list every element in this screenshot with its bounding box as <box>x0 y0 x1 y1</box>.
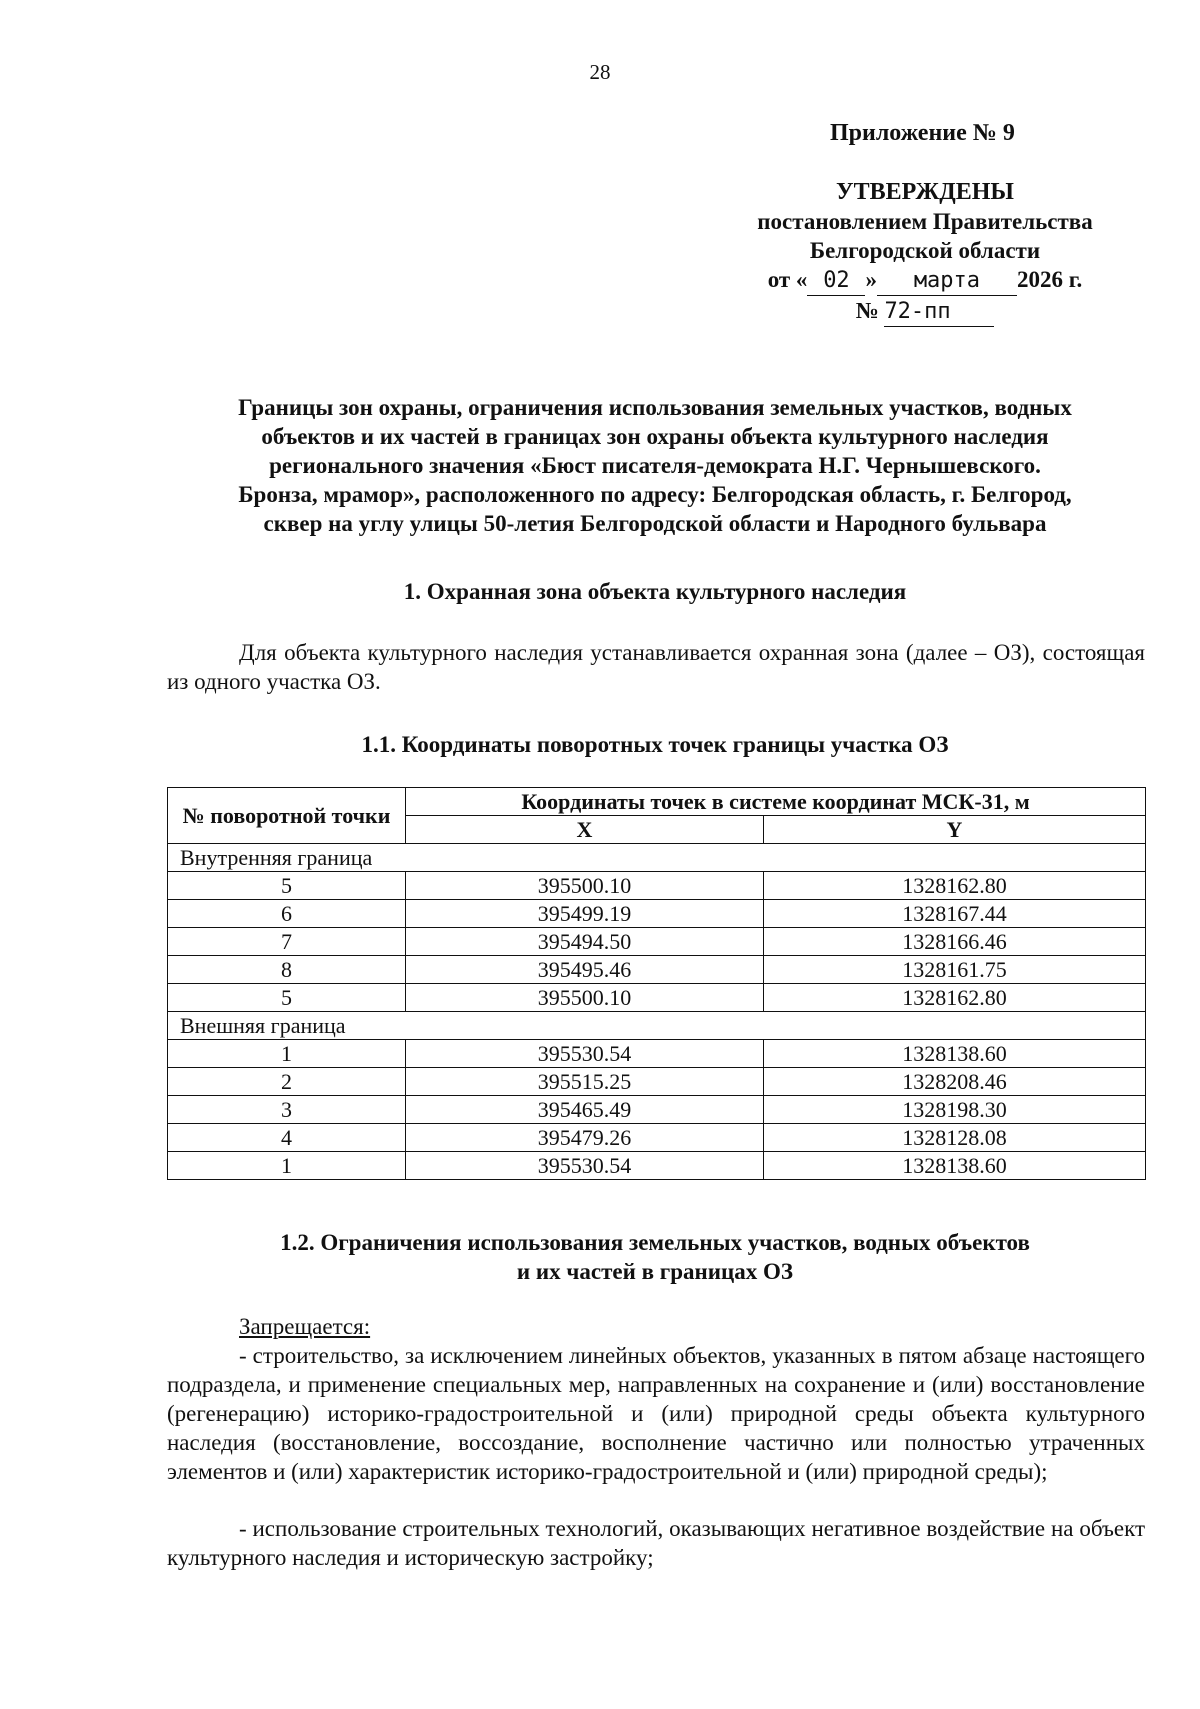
approval-title: УТВЕРЖДЕНЫ <box>836 179 1014 205</box>
approval-line-2: Белгородской области <box>809 238 1041 263</box>
x-cell: 395530.54 <box>406 1152 764 1180</box>
table-row <box>168 1152 1146 1180</box>
header-x: X <box>406 816 764 844</box>
header-coords: Координаты точек в системе координат МСК-31, м <box>406 788 1146 816</box>
point-cell: 6 <box>168 900 406 928</box>
y-cell: 1328162.80 <box>764 984 1146 1012</box>
x-cell: 395500.10 <box>406 984 764 1012</box>
y-cell: 1328138.60 <box>764 1040 1146 1068</box>
x-cell: 395500.10 <box>406 872 764 900</box>
approval-number-line <box>700 296 1150 327</box>
header-y: Y <box>764 816 1146 844</box>
table-row <box>168 1040 1146 1068</box>
date-day: 02 <box>807 266 865 296</box>
group-label: Внутренняя граница <box>168 844 1146 872</box>
y-cell: 1328167.44 <box>764 900 1146 928</box>
table-row <box>168 984 1146 1012</box>
title-line: сквер на углу улицы 50-летия Белгородской области и Народного бульвара <box>263 511 1047 536</box>
point-cell: 4 <box>168 1124 406 1152</box>
section-1-2-title <box>165 1228 1145 1286</box>
table-row <box>168 956 1146 984</box>
prohibited-label <box>167 1312 1145 1341</box>
header-point: № поворотной точки <box>168 788 406 844</box>
title-line: регионального значения «Бюст писателя-демократа Н.Г. Чернышевского. <box>269 453 1041 478</box>
date-year: 2026 г. <box>1016 267 1083 292</box>
date-prefix: от « <box>767 267 808 292</box>
point-cell: 5 <box>168 984 406 1012</box>
table-row <box>168 1124 1146 1152</box>
point-cell: 2 <box>168 1068 406 1096</box>
table-row <box>168 1068 1146 1096</box>
table-row <box>168 1096 1146 1124</box>
x-cell: 395495.46 <box>406 956 764 984</box>
y-cell: 1328162.80 <box>764 872 1146 900</box>
point-cell: 7 <box>168 928 406 956</box>
approval-line-1: постановлением Правительства <box>757 209 1093 234</box>
group-label: Внешняя граница <box>168 1012 1146 1040</box>
prohibited-item: - строительство, за исключением линейных объектов, указанных в пятом абзаце настоящего подраздела, и применение специальных мер, направленных на сохранение и (или) восстановление (регенерацию) историко-градостроительной и (или) природной среды объекта культурного наследия (восстановление, воссоздание, восполнение частично или полностью утраченных элементов и (или) характеристик историко-градостроительной и (или) природной среды); <box>167 1343 1145 1484</box>
point-cell: 8 <box>168 956 406 984</box>
point-cell: 5 <box>168 872 406 900</box>
section-1-title: 1. Охранная зона объекта культурного наследия <box>403 579 907 604</box>
number-prefix: № <box>855 298 879 323</box>
x-cell: 395499.19 <box>406 900 764 928</box>
point-cell: 1 <box>168 1152 406 1180</box>
y-cell: 1328161.75 <box>764 956 1146 984</box>
date-month: марта <box>877 266 1017 296</box>
section-1-1-title: 1.1. Координаты поворотных точек границы участка ОЗ <box>361 732 949 757</box>
x-cell: 395465.49 <box>406 1096 764 1124</box>
document-title <box>165 393 1145 538</box>
prohibited-item: - использование строительных технологий, оказывающих негативное воздействие на объект культурного наследия и историческую застройку; <box>167 1516 1145 1570</box>
section-1-paragraph: Для объекта культурного наследия устанавливается охранная зона (далее – ОЗ), состоящая из одного участка ОЗ. <box>167 640 1145 694</box>
x-cell: 395515.25 <box>406 1068 764 1096</box>
table-row <box>168 872 1146 900</box>
x-cell: 395530.54 <box>406 1040 764 1068</box>
y-cell: 1328208.46 <box>764 1068 1146 1096</box>
group-row <box>168 1012 1146 1040</box>
x-cell: 395494.50 <box>406 928 764 956</box>
title-line: Бронза, мрамор», расположенного по адресу: Белгородская область, г. Белгород, <box>238 482 1072 507</box>
title-line: Границы зон охраны, ограничения использования земельных участков, водных <box>238 395 1072 420</box>
point-cell: 1 <box>168 1040 406 1068</box>
coordinates-table <box>167 787 1146 1180</box>
date-mid: » <box>865 267 877 292</box>
section-1-2-title-line: и их частей в границах ОЗ <box>516 1259 794 1284</box>
y-cell: 1328128.08 <box>764 1124 1146 1152</box>
page-number: 28 <box>589 60 611 84</box>
x-cell: 395479.26 <box>406 1124 764 1152</box>
title-line: объектов и их частей в границах зон охраны объекта культурного наследия <box>261 424 1049 449</box>
table-row <box>168 928 1146 956</box>
point-cell: 3 <box>168 1096 406 1124</box>
approval-block <box>700 178 1150 327</box>
y-cell: 1328166.46 <box>764 928 1146 956</box>
number-value: 72-пп <box>884 297 994 327</box>
y-cell: 1328138.60 <box>764 1152 1146 1180</box>
table-row <box>168 900 1146 928</box>
y-cell: 1328198.30 <box>764 1096 1146 1124</box>
group-row <box>168 844 1146 872</box>
prohibited-label-text: Запрещается: <box>239 1314 371 1339</box>
section-1-2-title-line: 1.2. Ограничения использования земельных участков, водных объектов <box>280 1230 1030 1255</box>
appendix-label: Приложение № 9 <box>830 120 1015 146</box>
approval-date-line <box>700 265 1150 296</box>
